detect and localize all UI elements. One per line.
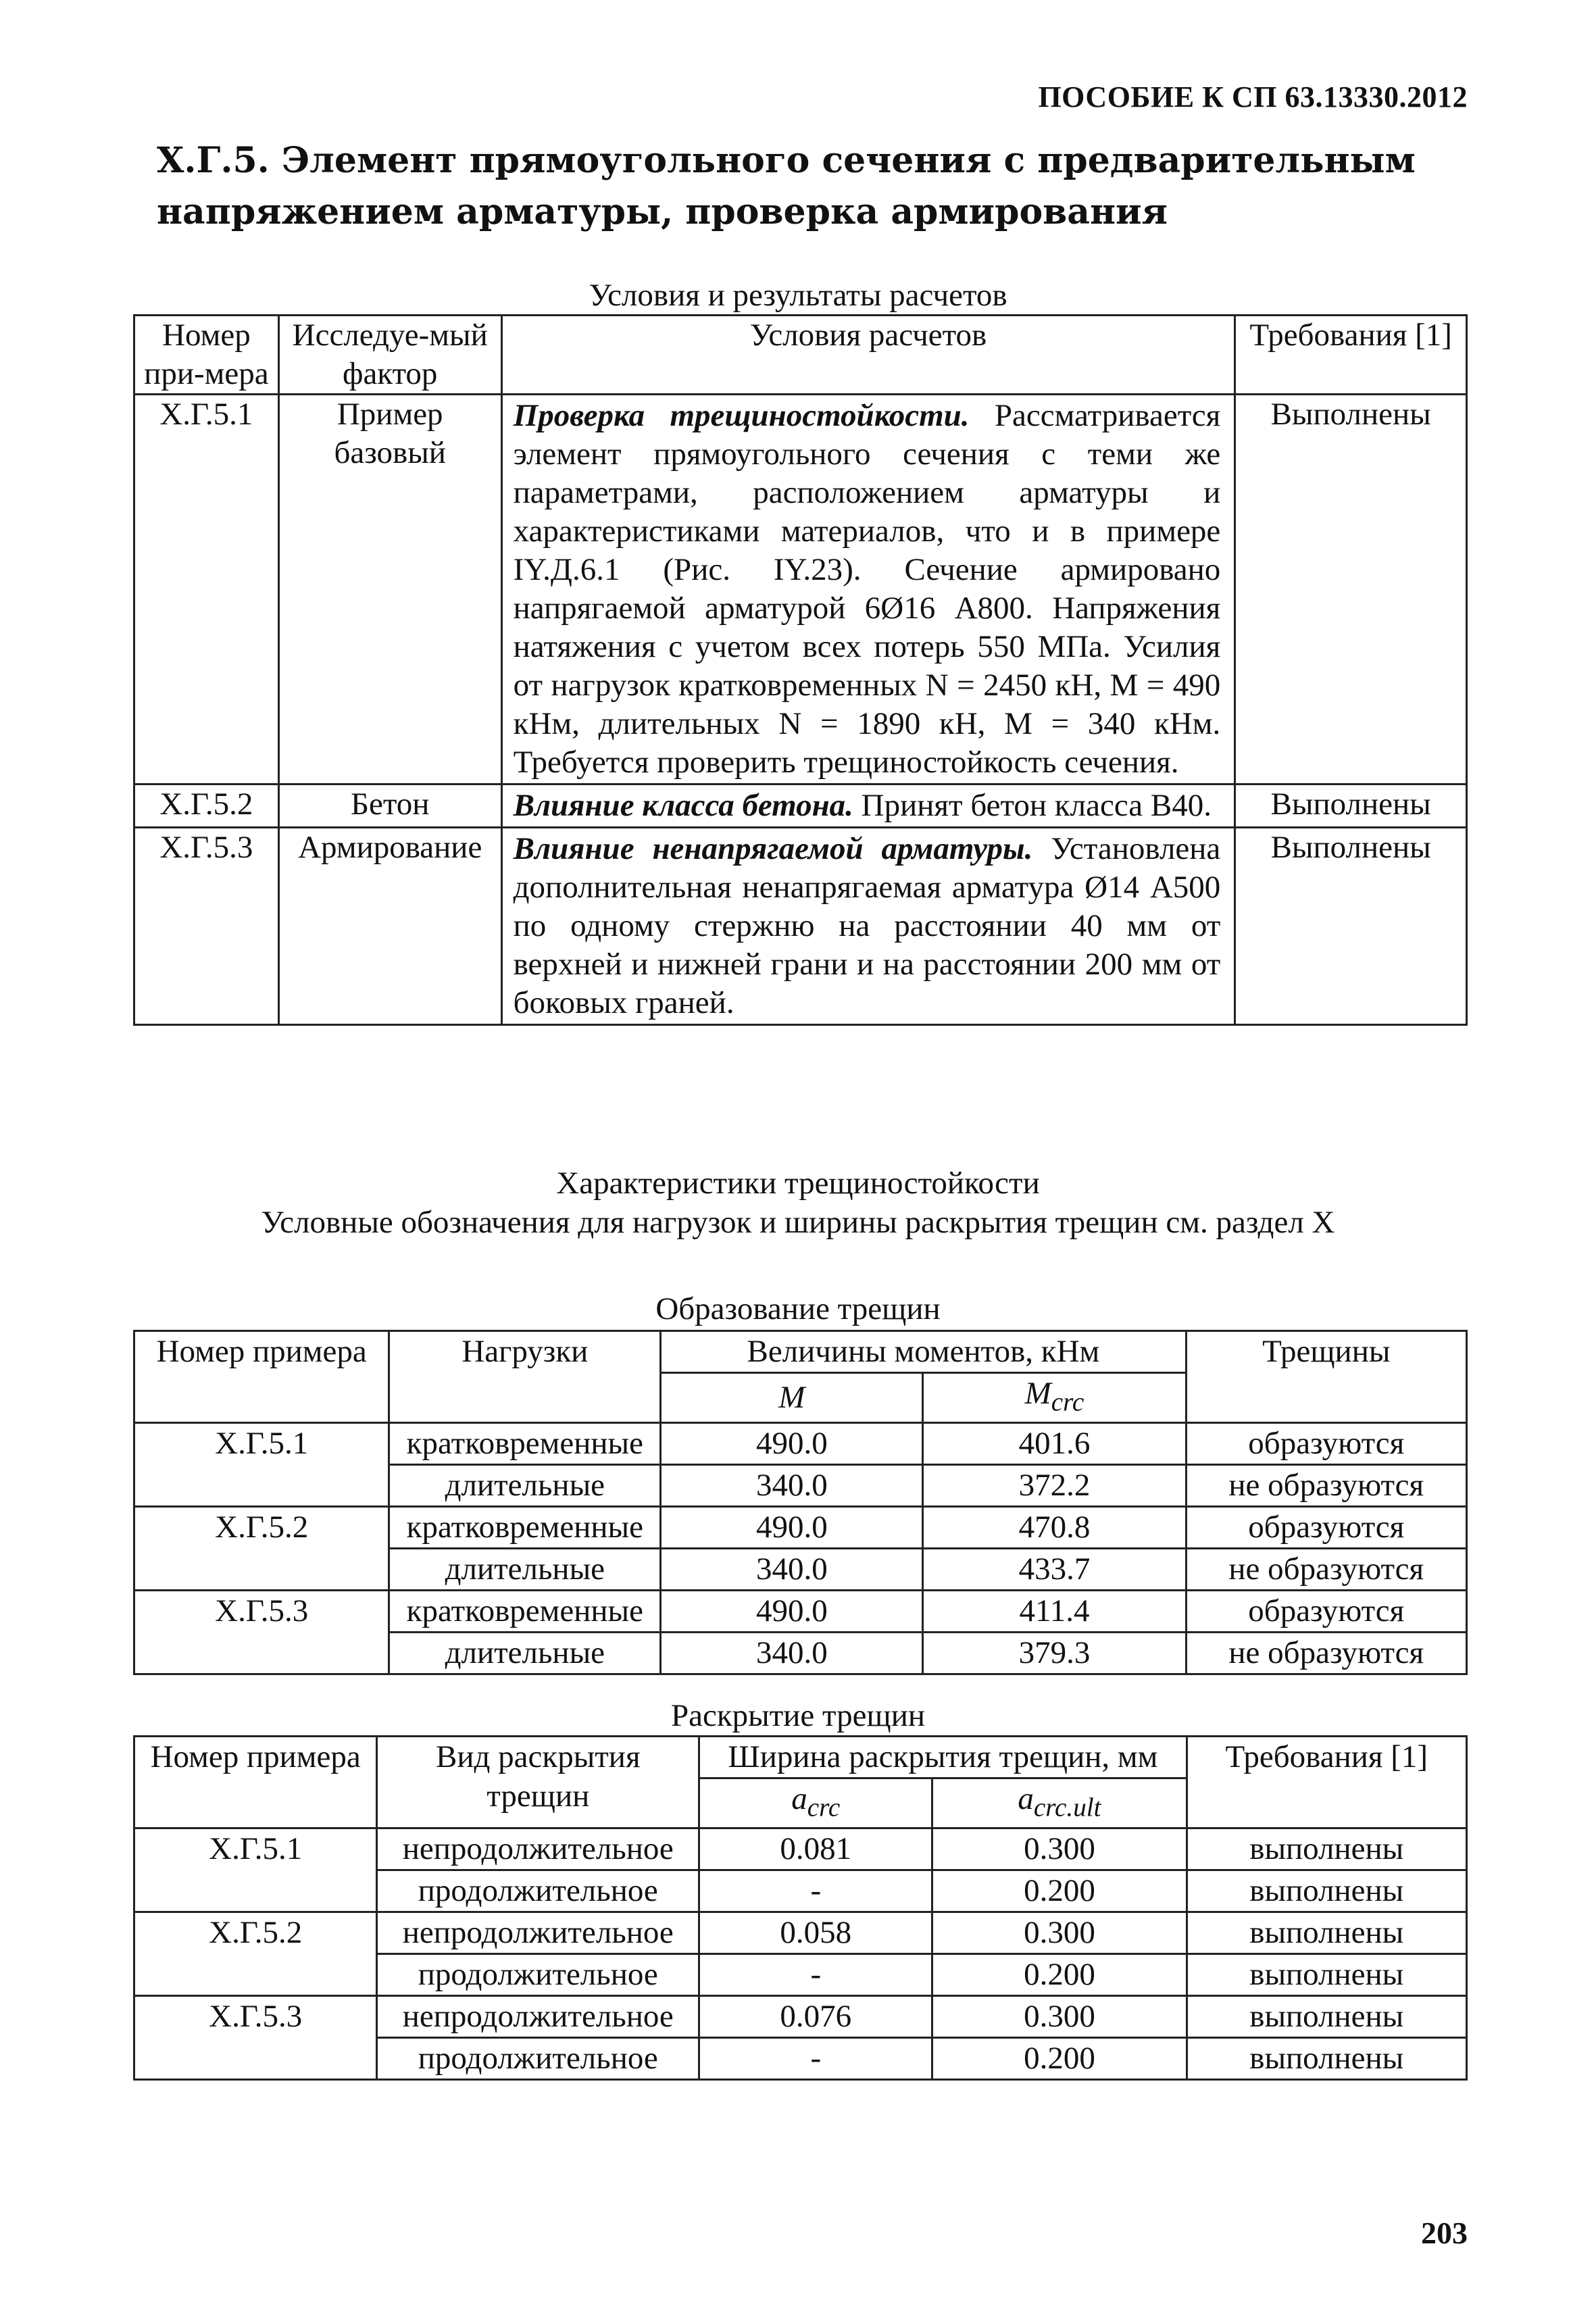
conditions-lead-text: Влияние класса бетона. [513,788,853,823]
running-header: ПОСОБИЕ К СП 63.13330.2012 [1038,80,1468,114]
crack-width-ult: 0.300 [932,1996,1187,2038]
t3-header-width: Ширина раскрытия трещин, мм [699,1737,1187,1778]
t3-header-acrc [699,1778,932,1828]
section-title: Х.Г.5. Элемент прямоугольного сечения с предварительным напряжением арматуры, проверка армирования [157,140,1416,232]
table-row [134,1996,1467,2038]
studied-factor: Пример базовый [278,395,501,785]
studied-factor: Бетон [278,785,501,828]
crack-result: образуются [1186,1507,1466,1549]
example-number: Х.Г.5.1 [134,1828,377,1912]
conditions-text: Установлена дополнительная ненапрягаемая арматура Ø14 А500 по одному стержню на расстоянии 40 мм от верхней и нижней грани и на расстоянии 200 мм от боковых граней. [513,831,1221,1020]
conditions-lead-text: Проверка трещиностойкости. [513,398,970,433]
opening-kind: непродолжительное [377,1912,699,1954]
opening-kind: продолжительное [377,1870,699,1912]
load-type: кратковременные [389,1423,661,1465]
calc-conditions [501,785,1235,828]
requirements-status: Выполнены [1235,828,1467,1025]
calc-conditions-table [133,314,1468,1026]
t3-acrcult-base: a [1018,1781,1034,1816]
requirement-status: выполнены [1187,1996,1466,2038]
crack-width: 0.058 [699,1912,932,1954]
crack-width: - [699,1870,932,1912]
t3-acrc-sub: crc [807,1793,841,1822]
moment-mcrc: 433.7 [923,1549,1186,1591]
t2-mcrc-sub: crc [1051,1387,1084,1417]
calc-conditions [501,828,1235,1025]
example-number: Х.Г.5.3 [134,828,279,1025]
opening-kind: непродолжительное [377,1828,699,1870]
page-number: 203 [1421,2216,1468,2250]
moment-m: 490.0 [661,1507,923,1549]
crack-width: - [699,2038,932,2080]
conditions-lead [514,398,970,433]
example-number: Х.Г.5.1 [134,395,279,785]
t3-acrcult-sub: crc.ult [1033,1793,1101,1822]
moment-mcrc: 379.3 [923,1633,1186,1674]
crack-width: - [699,1954,932,1996]
studied-factor: Армирование [278,828,501,1025]
t3-header-req: Требования [1] [1187,1737,1466,1828]
t2-header-moments: Величины моментов, кНм [661,1331,1186,1373]
crack-width-ult: 0.200 [932,1870,1187,1912]
crack-width-ult: 0.300 [932,1912,1187,1954]
moment-m: 340.0 [661,1549,923,1591]
crack-result: не образуются [1186,1633,1466,1674]
conditions-text: Рассматривается элемент прямоугольного сечения с теми же параметрами, расположением арматуры и характеристиками материалов, что и в примере IY.Д.6.1 (Рис. IY.23). Сечение армировано напрягаемой арматурой 6Ø16 А800. Напряжения натяжения с учетом всех потерь 550 МПа. Усилия от нагрузок кратковременных N = 2450 кН, M = 490 кНм, длительных N = 1890 кН, M = 340 кНм. Требуется проверить трещиностойкость сечения. [513,398,1221,780]
calc-conditions-body [134,395,1467,1025]
load-type: длительные [389,1633,661,1674]
table1-caption: Условия и результаты расчетов [589,278,1007,313]
requirement-status: выполнены [1187,1912,1466,1954]
opening-kind: продолжительное [377,2038,699,2080]
t2-header-cracks: Трещины [1186,1331,1466,1423]
moment-mcrc: 470.8 [923,1507,1186,1549]
crack-resistance-note: Условные обозначения для нагрузок и ширины раскрытия трещин см. раздел Х [261,1205,1335,1240]
table-row [134,828,1467,1025]
col-header-factor: Исследуе-мый фактор [278,316,501,395]
col-header-requirements: Требования [1] [1235,316,1467,395]
crack-width-ult: 0.200 [932,1954,1187,1996]
t3-header-kind: Вид раскрытия трещин [377,1737,699,1828]
load-type: длительные [389,1549,661,1591]
calc-conditions [501,395,1235,785]
requirement-status: выполнены [1187,1828,1466,1870]
requirements-status: Выполнены [1235,785,1467,828]
moment-m: 490.0 [661,1591,923,1633]
crack-result: образуются [1186,1591,1466,1633]
table-row [134,1507,1467,1549]
crack-width: 0.076 [699,1996,932,2038]
table-row [134,1591,1467,1633]
col-header-number: Номер при-мера [134,316,279,395]
moment-mcrc: 401.6 [923,1423,1186,1465]
table-row [134,785,1467,828]
crack-width: 0.081 [699,1828,932,1870]
t3-header-number: Номер примера [134,1737,377,1828]
example-number: Х.Г.5.1 [134,1423,389,1507]
table-row [134,1912,1467,1954]
requirement-status: выполнены [1187,2038,1466,2080]
crack-opening-table [133,1735,1468,2081]
crack-width-ult: 0.300 [932,1828,1187,1870]
col-header-conditions: Условия расчетов [501,316,1235,395]
moment-m: 340.0 [661,1465,923,1507]
table-row [134,395,1467,785]
example-number: Х.Г.5.3 [134,1996,377,2080]
requirement-status: выполнены [1187,1954,1466,1996]
crack-opening-body [134,1828,1467,2080]
example-number: Х.Г.5.3 [134,1591,389,1674]
table2-caption: Образование трещин [655,1291,941,1326]
crack-resistance-title: Характеристики трещиностойкости [556,1166,1040,1201]
crack-result: образуются [1186,1423,1466,1465]
crack-result: не образуются [1186,1465,1466,1507]
example-number: Х.Г.5.2 [134,785,279,828]
crack-width-ult: 0.200 [932,2038,1187,2080]
opening-kind: непродолжительное [377,1996,699,2038]
load-type: кратковременные [389,1507,661,1549]
crack-formation-table [133,1330,1468,1675]
crack-result: не образуются [1186,1549,1466,1591]
moment-mcrc: 372.2 [923,1465,1186,1507]
opening-kind: продолжительное [377,1954,699,1996]
example-number: Х.Г.5.2 [134,1507,389,1591]
t3-acrc-base: a [791,1781,807,1816]
crack-formation-body [134,1423,1467,1674]
t2-header-m: M [661,1373,923,1423]
requirement-status: выполнены [1187,1870,1466,1912]
load-type: кратковременные [389,1591,661,1633]
table3-caption: Раскрытие трещин [670,1698,926,1733]
requirements-status: Выполнены [1235,395,1467,785]
conditions-lead [514,831,1033,866]
conditions-text: Принят бетон класса В40. [861,788,1212,823]
t2-header-mcrc [923,1373,1186,1423]
conditions-lead [514,788,853,823]
moment-mcrc: 411.4 [923,1591,1186,1633]
moment-m: 490.0 [661,1423,923,1465]
t3-header-acrcult [932,1778,1187,1828]
example-number: Х.Г.5.2 [134,1912,377,1996]
t2-header-load: Нагрузки [389,1331,661,1423]
moment-m: 340.0 [661,1633,923,1674]
load-type: длительные [389,1465,661,1507]
table-row [134,1828,1467,1870]
table-row [134,1423,1467,1465]
t2-mcrc-base: M [1024,1376,1051,1411]
t2-header-number: Номер примера [134,1331,389,1423]
conditions-lead-text: Влияние ненапрягаемой арматуры. [513,831,1033,866]
